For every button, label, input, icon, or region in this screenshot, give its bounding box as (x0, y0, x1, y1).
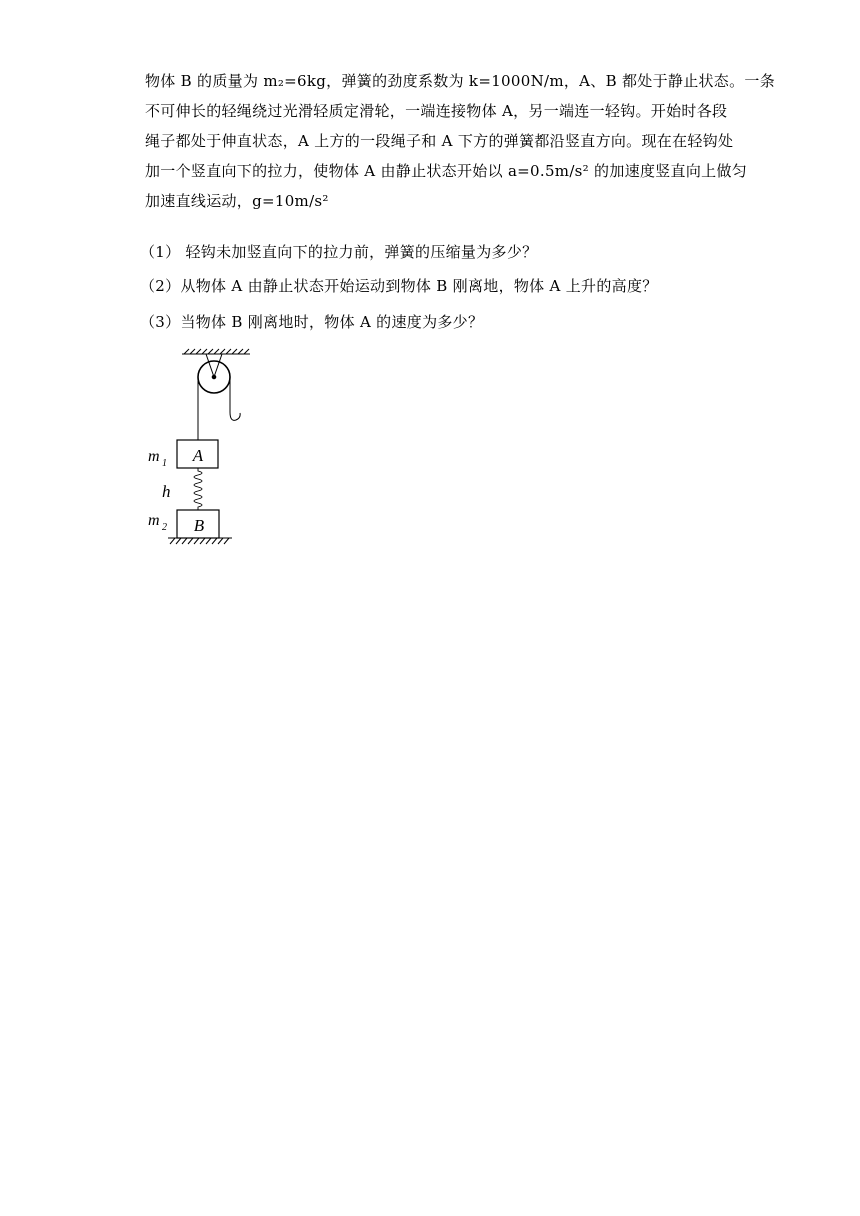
label-m2: m (148, 512, 160, 529)
block-a-label: A (192, 446, 204, 465)
problem-line: 物体 B 的质量为 m₂=6kg，弹簧的劲度系数为 k=1000N/m，A、B 都处于静止状态。一条 (145, 72, 775, 90)
label-m1-subscript: 1 (162, 458, 167, 469)
question-2: （2）从物体 A 由静止状态开始运动到物体 B 刚离地，物体 A 上升的高度？ (140, 277, 658, 295)
question-1: （1） 轻钩未加竖直向下的拉力前，弹簧的压缩量为多少？ (140, 243, 538, 261)
question-3: （3）当物体 B 刚离地时，物体 A 的速度为多少？ (140, 313, 484, 331)
problem-line: 加速直线运动，g=10m/s² (145, 192, 329, 210)
label-m1: m (148, 448, 160, 465)
problem-statement (145, 66, 775, 216)
problem-line: 不可伸长的轻绳绕过光滑轻质定滑轮，一端连接物体 A，另一端连一轻钩。开始时各段 (145, 102, 728, 120)
block-b-label: B (193, 516, 205, 535)
problem-line: 加一个竖直向下的拉力，使物体 A 由静止状态开始以 a=0.5m/s² 的加速度竖直向上做匀 (145, 162, 748, 180)
label-m2-subscript: 2 (162, 522, 167, 533)
rope (198, 377, 240, 440)
ground-hatch (168, 538, 232, 544)
problem-line: 绳子都处于伸直状态，A 上方的一段绳子和 A 下方的弹簧都沿竖直方向。现在在轻钩处 (145, 132, 734, 150)
pulley-spring-diagram (140, 340, 270, 560)
label-h: h (162, 482, 171, 501)
spring (194, 468, 202, 510)
ceiling-hatch (182, 349, 250, 354)
pulley (198, 354, 230, 393)
